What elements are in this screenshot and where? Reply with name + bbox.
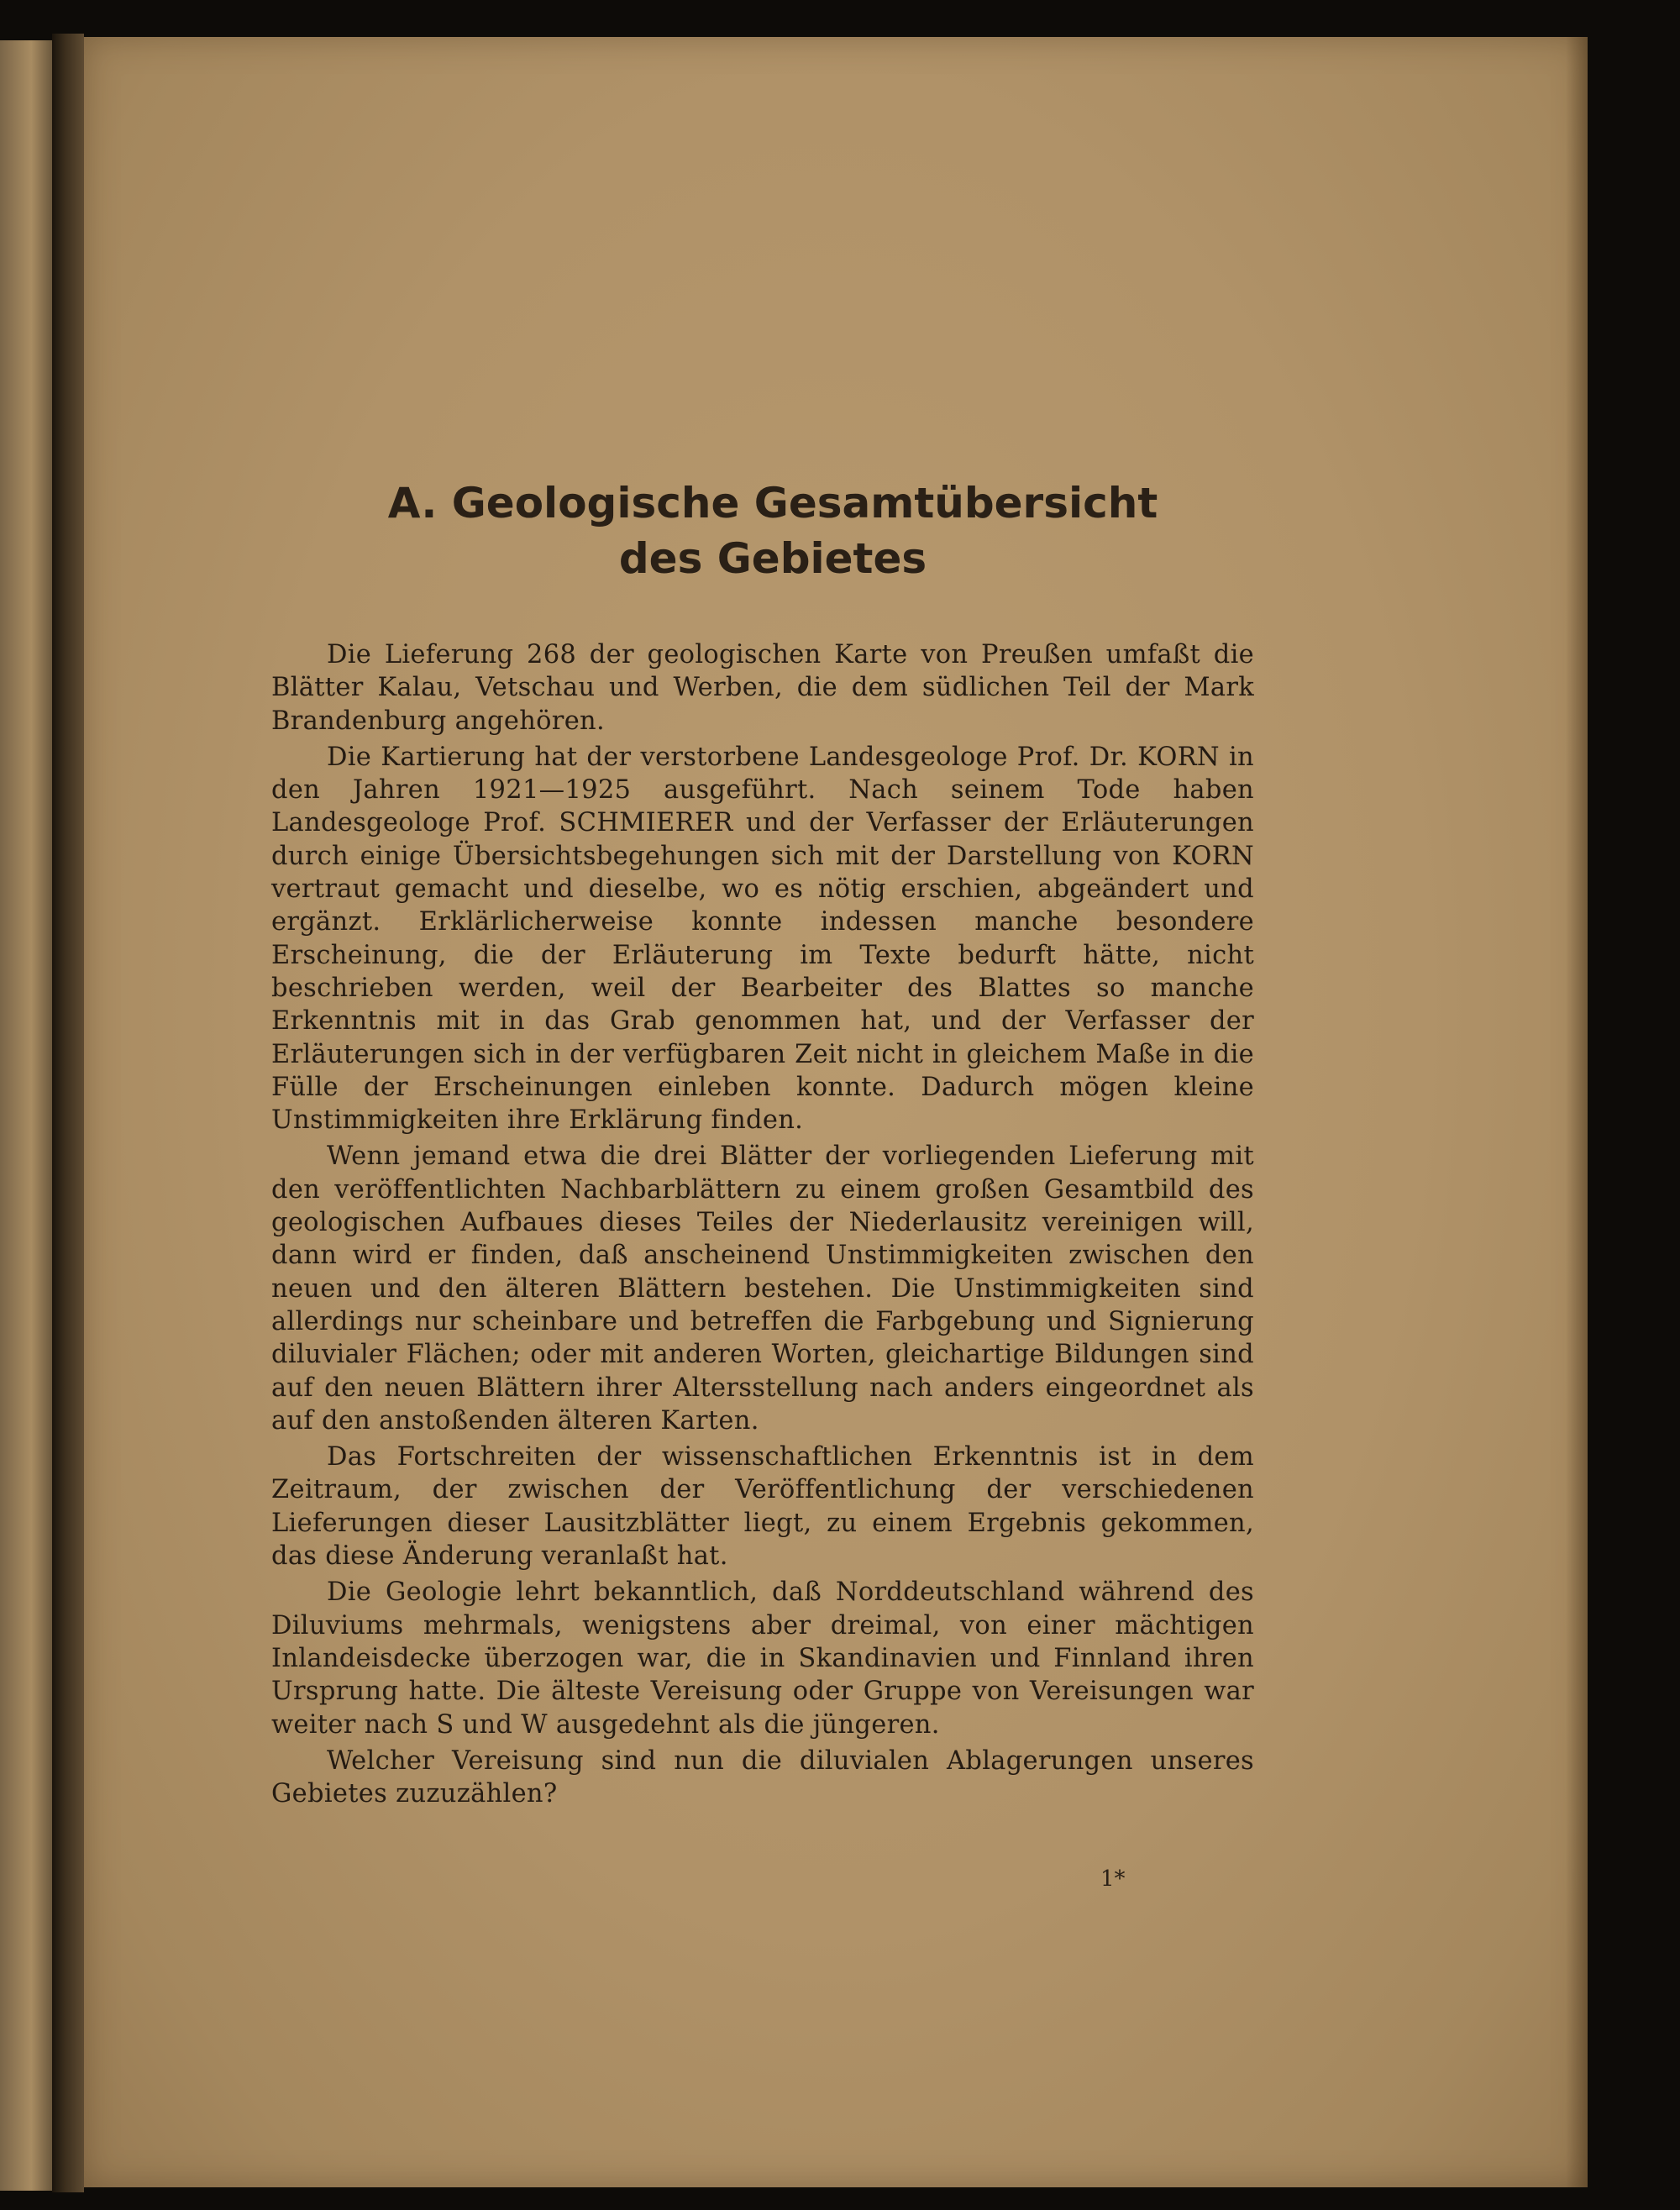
paragraph-6: Welcher Vereisung sind nun die diluvialen Ablagerungen unseres Gebietes zuzuzählen? xyxy=(271,1745,1254,1809)
page-edge-shadow xyxy=(1566,37,1588,2187)
paragraph-4: Das Fortschreiten der wissenschaftlichen Erkenntnis ist in dem Zeitraum, der zwischen der Veröffentlichung der verschiedenen Lieferungen dieser Lausitzblätter liegt, zu einem Ergebnis gekommen, das diese Änderung veranlaßt hat. xyxy=(271,1442,1254,1572)
signature-mark: 1* xyxy=(1100,1866,1126,1892)
paragraph-5: Die Geologie lehrt bekanntlich, daß Norddeutschland während des Diluviums mehrmals, wenigstens aber dreimal, von einer mächtigen Inlandeisdecke überzogen war, die in Skandinavien und Finnland ihren Ursprung hatte. Die älteste Vereisung oder Gruppe von Vereisungen war weiter nach S und W ausgedehnt als die jüngeren. xyxy=(271,1577,1254,1740)
section-heading xyxy=(269,475,1277,586)
heading-line-1: A. Geologische Gesamtübersicht xyxy=(387,479,1158,528)
paragraph-3: Wenn jemand etwa die drei Blätter der vorliegenden Lieferung mit den veröffentlichten Nachbarblättern zu einem großen Gesamtbild des geologischen Aufbaues dieses Teiles der Niederlausitz vereinigen will, dann wird er finden, daß anscheinend Unstimmigkeiten zwischen den neuen und den älteren Blättern bestehen. Die Unstimmigkeiten sind allerdings nur scheinbare und betreffen die Farbgebung und Signierung diluvialer Flächen; oder mit anderen Worten, gleichartige Bildungen sind auf den neuen Blättern ihrer Altersstellung nach anders eingeordnet als auf den anstoßenden älteren Karten. xyxy=(271,1142,1254,1436)
paragraph-1: Die Lieferung 268 der geologischen Karte von Preußen umfaßt die Blätter Kalau, Vetschau und Werben, die dem südlichen Teil der Mark Brandenburg angehören. xyxy=(271,640,1254,736)
facing-page-edge xyxy=(0,40,52,2191)
book-spine xyxy=(52,34,84,2192)
paragraph-2: Die Kartierung hat der verstorbene Landesgeologe Prof. Dr. KORN in den Jahren 1921—1925 ausgeführt. Nach seinem Tode haben Landesgeologe Prof. SCHMIERER und der Verfasser der Erläuterungen durch einige Übersichtsbegehungen sich mit der Darstellung von KORN vertraut gemacht und dieselbe, wo es nötig erschien, abgeändert und ergänzt. Erklärlicherweise konnte indessen manche besondere Erscheinung, die der Erläuterung im Texte bedurft hätte, nicht beschrieben werden, weil der Bearbeiter des Blattes so manche Erkenntnis mit in das Grab genommen hat, und der Verfasser der Erläuterungen sich in der verfügbaren Zeit nicht in gleichem Maße in die Fülle der Erscheinungen einleben konnte. Dadurch mögen kleine Unstimmigkeiten ihre Erklärung finden. xyxy=(271,742,1254,1136)
body-text xyxy=(271,638,1254,1814)
heading-line-2: des Gebietes xyxy=(618,534,927,583)
